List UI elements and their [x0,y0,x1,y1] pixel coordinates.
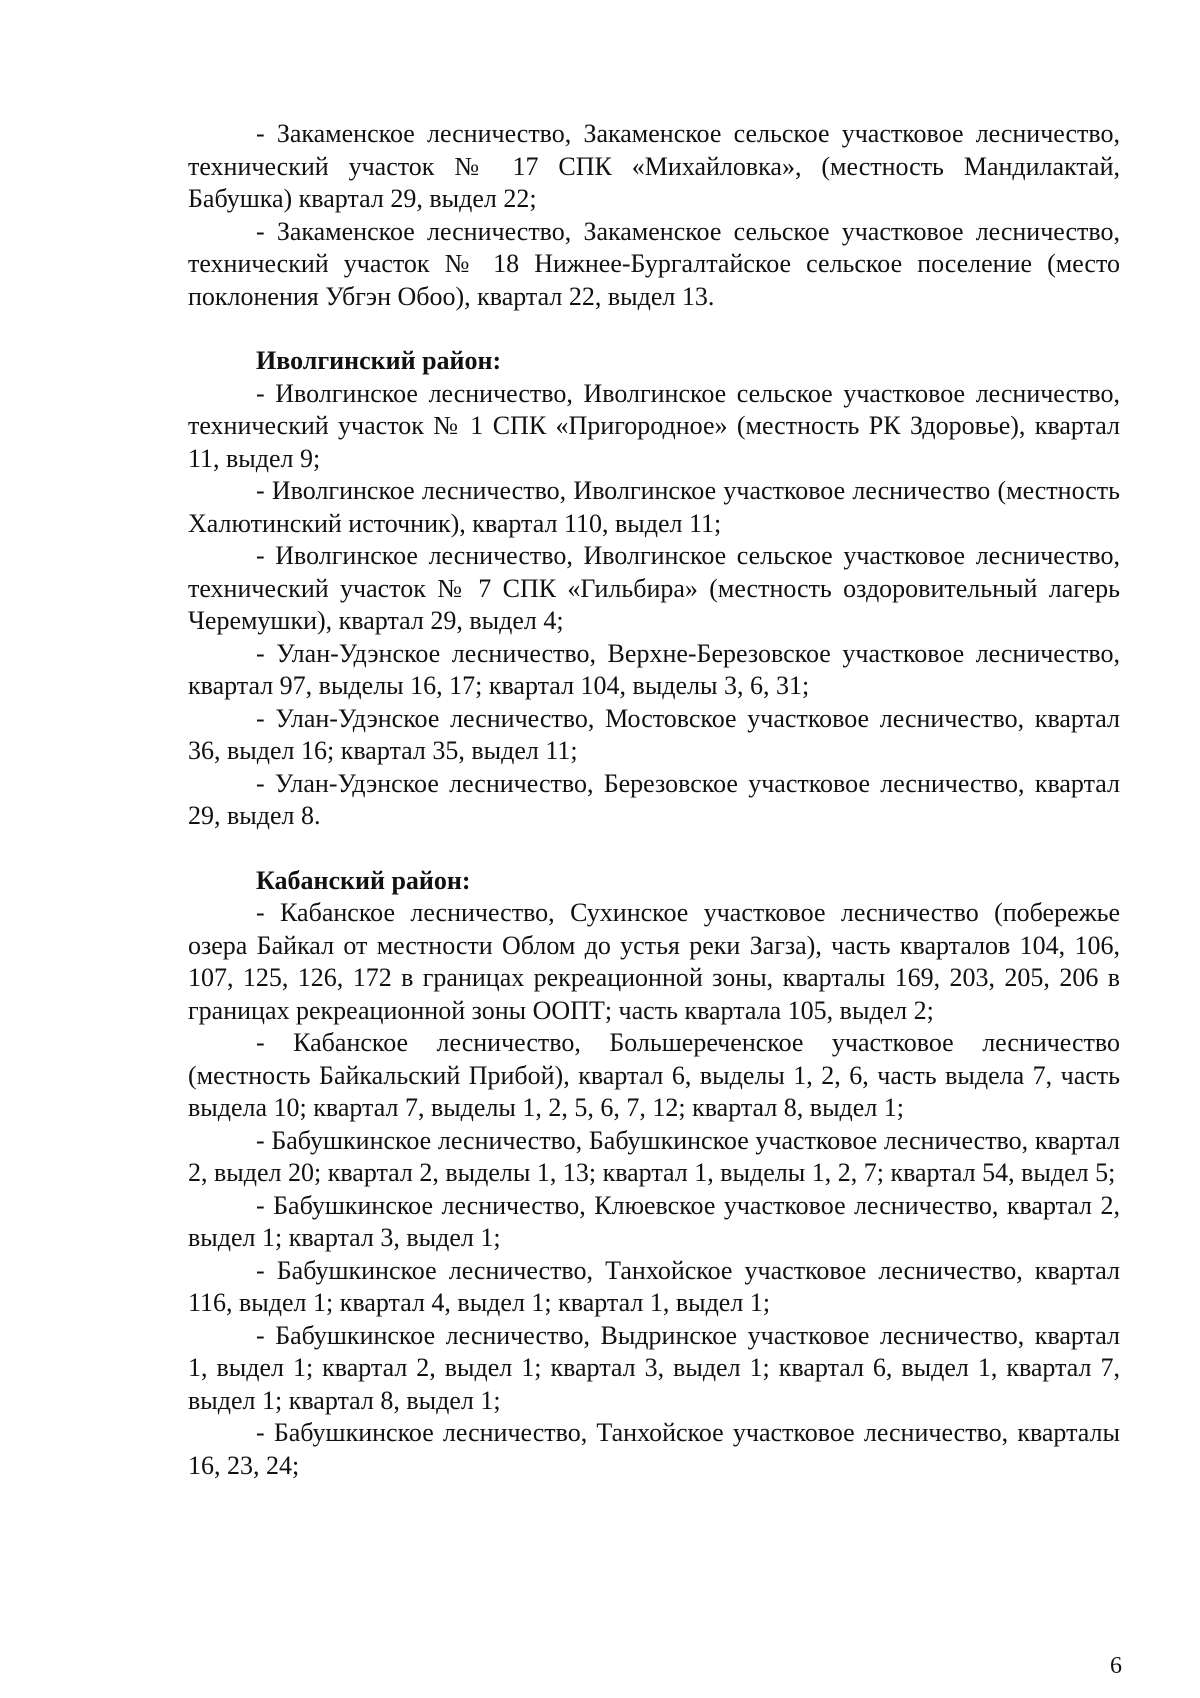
list-item: - Бабушкинское лесничество, Танхойское участковое лесничество, кварталы 16, 23, 24; [188,1418,1120,1480]
list-item: - Улан-Удэнское лесничество, Верхне-Березовское участковое лесничество, квартал 97, выделы 16, 17; квартал 104, выделы 3, 6, 31; [188,638,1120,700]
list-item: - Иволгинское лесничество, Иволгинское участковое лесничество (местность Халютинский источник), квартал 110, выдел 11; [188,476,1120,538]
list-item: - Иволгинское лесничество, Иволгинское сельское участковое лесничество, технический участок № 7 СПК «Гильбира» (местность оздоровительный лагерь Черемушки), квартал 29, выдел 4; [188,541,1120,635]
section-heading-ivolginsky: Иволгинский район: [256,346,502,375]
list-item: - Бабушкинское лесничество, Танхойское участковое лесничество, квартал 116, выдел 1; квартал 4, выдел 1; квартал 1, выдел 1; [188,1255,1120,1317]
document-body [188,118,1120,1482]
list-item: - Кабанское лесничество, Сухинское участковое лесничество (побережье озера Байкал от местности Облом до устья реки Загза), часть кварталов 104, 106, 107, 125, 126, 172 в границах рекреационной зоны, кварталы 169, 203, 205, 206 в границах рекреационной зоны ООПТ; часть квартала 105, выдел 2; [188,898,1120,1025]
list-item: - Кабанское лесничество, Большереченское участковое лесничество (местность Байкальский Прибой), квартал 6, выделы 1, 2, 6, часть выдела 7, часть выдела 10; квартал 7, выделы 1, 2, 5, 6, 7, 12; квартал 8, выдел 1; [188,1028,1120,1122]
section-heading-kabansky: Кабанский район: [256,865,471,895]
list-item: - Бабушкинское лесничество, Клюевское участковое лесничество, квартал 2, выдел 1; квартал 3, выдел 1; [188,1190,1120,1252]
list-item: - Закаменское лесничество, Закаменское сельское участковое лесничество, технический участок № 18 Нижнее-Бургалтайское сельское поселение (место поклонения Убгэн Обоо), квартал 22, выдел 13. [188,216,1120,311]
list-item: - Бабушкинское лесничество, Выдринское участковое лесничество, квартал 1, выдел 1; квартал 2, выдел 1; квартал 3, выдел 1; квартал 6, выдел 1, квартал 7, выдел 1; квартал 8, выдел 1; [188,1320,1120,1415]
list-item: - Улан-Удэнское лесничество, Мостовское участковое лесничество, квартал 36, выдел 16; квартал 35, выдел 11; [188,703,1120,765]
section-spacer [188,833,1120,865]
list-item: - Иволгинское лесничество, Иволгинское сельское участковое лесничество, технический участок № 1 СПК «Пригородное» (местность РК Здоровье), квартал 11, выдел 9; [188,378,1120,473]
section-spacer [188,313,1120,345]
list-item: - Закаменское лесничество, Закаменское сельское участковое лесничество, технический участок № 17 СПК «Михайловка», (местность Мандилактай, Бабушка) квартал 29, выдел 22; [188,119,1120,213]
page-number: 6 [1110,1653,1122,1679]
list-item: - Бабушкинское лесничество, Бабушкинское участковое лесничество, квартал 2, выдел 20; квартал 2, выделы 1, 13; квартал 1, выделы 1, 2, 7; квартал 54, выдел 5; [188,1125,1120,1187]
list-item: - Улан-Удэнское лесничество, Березовское участковое лесничество, квартал 29, выдел 8. [188,768,1120,830]
